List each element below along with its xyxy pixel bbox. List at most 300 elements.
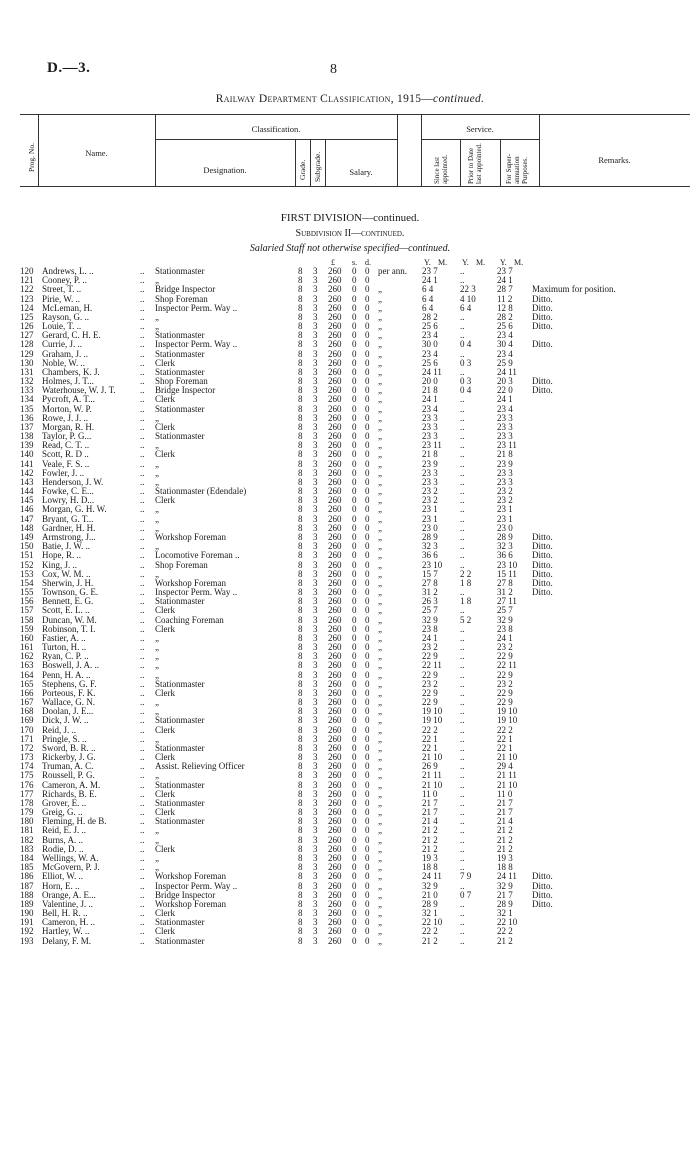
- cell-designation: „: [155, 321, 159, 332]
- table-row: [0, 322, 700, 331]
- rule-service: [421, 139, 539, 140]
- cell-since-last: 21 2: [422, 834, 438, 845]
- cell-salary-pence: 0: [365, 568, 370, 579]
- cell-salary-pounds: 260: [328, 568, 342, 579]
- cell-prior-to: ..: [460, 660, 465, 671]
- table-row: [0, 570, 700, 579]
- cell-grade: 8: [298, 266, 303, 276]
- unit-y1: Y.: [424, 258, 431, 267]
- cell-salary-pounds: 260: [328, 660, 342, 671]
- cell-salary-shillings: 0: [352, 917, 357, 928]
- cell-salary-pounds: 260: [328, 898, 342, 909]
- cell-salary-period: „: [378, 935, 382, 946]
- cell-since-last: 25 6: [422, 357, 438, 368]
- cell-salary-pence: 0: [365, 797, 370, 808]
- cell-grade: 8: [298, 339, 303, 350]
- cell-prior-to: 5 2: [460, 614, 472, 625]
- cell-prior-to: ..: [460, 348, 465, 359]
- section-division: FIRST DIVISION—continued.: [280, 212, 420, 224]
- cell-designation: Stationmaster: [155, 403, 205, 414]
- cell-designation: Clerk: [155, 449, 175, 460]
- cell-salary-pence: 0: [365, 889, 370, 900]
- cell-for-super: 22 11: [497, 660, 517, 671]
- cell-for-super: 23 4: [497, 348, 513, 359]
- cell-for-super: 23 1: [497, 504, 513, 515]
- cell-prior-to: ..: [460, 495, 465, 506]
- cell-name: McLeman, H.: [42, 302, 93, 313]
- cell-grade: 8: [298, 697, 303, 708]
- cell-salary-shillings: 0: [352, 449, 357, 460]
- cell-since-last: 27 8: [422, 577, 438, 588]
- cell-designation: „: [155, 733, 159, 744]
- cell-leader: ..: [140, 651, 145, 662]
- cell-leader: ..: [140, 376, 145, 387]
- cell-salary-pence: 0: [365, 871, 370, 882]
- cell-leader: ..: [140, 825, 145, 836]
- cell-leader: ..: [140, 550, 145, 561]
- cell-prior-to: ..: [460, 715, 465, 726]
- cell-designation: „: [155, 513, 159, 524]
- cell-subgrade: 3: [313, 770, 318, 781]
- cell-subgrade: 3: [313, 724, 318, 735]
- cell-designation: „: [155, 440, 159, 451]
- cell-designation: Clerk: [155, 495, 175, 506]
- cell-grade: 8: [298, 330, 303, 341]
- cell-designation: Shop Foreman: [155, 559, 208, 570]
- cell-salary-pence: 0: [365, 788, 370, 799]
- cell-grade: 8: [298, 476, 303, 487]
- cell-salary-shillings: 0: [352, 376, 357, 387]
- cell-prog-no: 171: [20, 733, 34, 744]
- cell-since-last: 22 2: [422, 724, 438, 735]
- cell-since-last: 30 0: [422, 339, 438, 350]
- cell-salary-pence: 0: [365, 642, 370, 653]
- cell-salary-pounds: 260: [328, 476, 342, 487]
- cell-name: Rickerby, J. G.: [42, 752, 96, 763]
- cell-subgrade: 3: [313, 898, 318, 909]
- cell-leader: ..: [140, 311, 145, 322]
- cell-remarks: Ditto.: [532, 531, 553, 542]
- cell-salary-shillings: 0: [352, 669, 357, 680]
- cell-prior-to: ..: [460, 321, 465, 332]
- cell-prog-no: 156: [20, 596, 34, 607]
- cell-name: Richards, B. E.: [42, 788, 97, 799]
- cell-salary-pence: 0: [365, 550, 370, 561]
- cell-name: Noble, W. ..: [42, 357, 86, 368]
- cell-for-super: 30 4: [497, 339, 513, 350]
- cell-salary-pence: 0: [365, 697, 370, 708]
- cell-since-last: 23 4: [422, 348, 438, 359]
- cell-since-last: 19 10: [422, 706, 443, 717]
- cell-subgrade: 3: [313, 284, 318, 295]
- table-row: [0, 716, 700, 725]
- cell-name: Currie, J. ..: [42, 339, 82, 350]
- cell-since-last: 24 1: [422, 275, 438, 286]
- cell-designation: „: [155, 697, 159, 708]
- cell-for-super: 25 9: [497, 357, 513, 368]
- cell-leader: ..: [140, 321, 145, 332]
- cell-for-super: 28 2: [497, 311, 513, 322]
- cell-name: Fastier, A. ..: [42, 632, 86, 643]
- cell-designation: „: [155, 770, 159, 781]
- cell-name: Stephens, G. F.: [42, 678, 97, 689]
- table-row: [0, 561, 700, 570]
- cell-name: Armstrong, J...: [42, 531, 96, 542]
- cell-designation: „: [155, 412, 159, 423]
- cell-name: Morgan, R. H.: [42, 421, 95, 432]
- cell-since-last: 22 11: [422, 660, 442, 671]
- cell-salary-pounds: 260: [328, 559, 342, 570]
- cell-for-super: 23 3: [497, 431, 513, 442]
- cell-for-super: 32 9: [497, 614, 513, 625]
- cell-subgrade: 3: [313, 412, 318, 423]
- cell-since-last: 23 2: [422, 495, 438, 506]
- cell-grade: 8: [298, 825, 303, 836]
- col-name: Name.: [85, 148, 108, 158]
- cell-leader: ..: [140, 697, 145, 708]
- cell-salary-shillings: 0: [352, 559, 357, 570]
- cell-remarks: Ditto.: [532, 376, 553, 387]
- cell-name: Boswell, J. A. ..: [42, 660, 100, 671]
- cell-salary-period: „: [378, 587, 382, 598]
- cell-leader: ..: [140, 926, 145, 937]
- cell-leader: ..: [140, 330, 145, 341]
- cell-prior-to: ..: [460, 476, 465, 487]
- rule-top: [20, 114, 690, 115]
- cell-name: Porteous, F. K.: [42, 687, 96, 698]
- cell-prog-no: 172: [20, 742, 34, 753]
- cell-leader: ..: [140, 421, 145, 432]
- table-row: [0, 350, 700, 359]
- cell-prior-to: ..: [460, 486, 465, 497]
- cell-prog-no: 129: [20, 348, 34, 359]
- cell-prog-no: 131: [20, 366, 34, 377]
- cell-salary-pounds: 260: [328, 797, 342, 808]
- cell-salary-period: „: [378, 871, 382, 882]
- cell-salary-pence: 0: [365, 862, 370, 873]
- cell-salary-shillings: 0: [352, 495, 357, 506]
- cell-subgrade: 3: [313, 908, 318, 919]
- table-row: [0, 900, 700, 909]
- cell-prior-to: 22 3: [460, 284, 476, 295]
- cell-designation: Locomotive Foreman ..: [155, 550, 240, 561]
- cell-grade: 8: [298, 715, 303, 726]
- cell-salary-period: „: [378, 421, 382, 432]
- cell-prior-to: ..: [460, 880, 465, 891]
- cell-designation: Bridge Inspector: [155, 385, 216, 396]
- cell-subgrade: 3: [313, 394, 318, 405]
- cell-salary-shillings: 0: [352, 504, 357, 515]
- cell-designation: Clerk: [155, 687, 175, 698]
- cell-grade: 8: [298, 550, 303, 561]
- cell-salary-pence: 0: [365, 302, 370, 313]
- cell-since-last: 24 11: [422, 871, 442, 882]
- cell-name: King, J. ..: [42, 559, 78, 570]
- cell-designation: „: [155, 834, 159, 845]
- cell-for-super: 32 3: [497, 541, 513, 552]
- cell-salary-pounds: 260: [328, 440, 342, 451]
- cell-leader: ..: [140, 531, 145, 542]
- cell-name: Cox, W. M. ..: [42, 568, 91, 579]
- col-prog-no: Prog. No.: [27, 143, 36, 172]
- cell-for-super: 31 2: [497, 587, 513, 598]
- cell-name: Bennett, E. G.: [42, 596, 94, 607]
- cell-salary-period: „: [378, 797, 382, 808]
- cell-name: Andrews, L. ..: [42, 266, 94, 276]
- cell-since-last: 22 9: [422, 687, 438, 698]
- cell-salary-pence: 0: [365, 385, 370, 396]
- cell-name: Horn, E. ..: [42, 880, 80, 891]
- cell-since-last: 23 8: [422, 623, 438, 634]
- cell-leader: ..: [140, 853, 145, 863]
- cell-since-last: 23 10: [422, 559, 443, 570]
- table-row: [0, 551, 700, 560]
- cell-prior-to: ..: [460, 761, 465, 772]
- cell-leader: ..: [140, 587, 145, 598]
- table-row: [0, 487, 700, 496]
- cell-salary-pence: 0: [365, 366, 370, 377]
- cell-salary-pence: 0: [365, 321, 370, 332]
- cell-subgrade: 3: [313, 504, 318, 515]
- cell-designation: Stationmaster: [155, 596, 205, 607]
- cell-prior-to: ..: [460, 366, 465, 377]
- cell-salary-pounds: 260: [328, 577, 342, 588]
- cell-since-last: 22 10: [422, 917, 443, 928]
- cell-prog-no: 188: [20, 889, 34, 900]
- cell-salary-shillings: 0: [352, 862, 357, 873]
- page-number: 8: [330, 62, 337, 77]
- vrule-6: [397, 114, 398, 186]
- cell-salary-shillings: 0: [352, 843, 357, 854]
- cell-leader: ..: [140, 843, 145, 854]
- cell-salary-pence: 0: [365, 926, 370, 937]
- cell-name: Robinson, T. I.: [42, 623, 96, 634]
- cell-prog-no: 146: [20, 504, 34, 515]
- table-row: [0, 386, 700, 395]
- cell-salary-pounds: 260: [328, 770, 342, 781]
- cell-leader: ..: [140, 522, 145, 533]
- cell-grade: 8: [298, 531, 303, 542]
- cell-salary-pence: 0: [365, 687, 370, 698]
- cell-salary-period: „: [378, 495, 382, 506]
- cell-salary-shillings: 0: [352, 476, 357, 487]
- cell-salary-period: „: [378, 522, 382, 533]
- cell-grade: 8: [298, 403, 303, 414]
- col-subgrade: Subgrade.: [313, 151, 322, 182]
- cell-designation: Stationmaster: [155, 816, 205, 827]
- cell-salary-period: „: [378, 623, 382, 634]
- cell-name: McGovern, P. J.: [42, 862, 100, 873]
- cell-subgrade: 3: [313, 302, 318, 313]
- cell-salary-pounds: 260: [328, 596, 342, 607]
- cell-salary-pence: 0: [365, 504, 370, 515]
- cell-name: Cameron, H. ..: [42, 917, 95, 928]
- col-classification: Classification.: [251, 124, 301, 134]
- cell-subgrade: 3: [313, 651, 318, 662]
- cell-for-super: 21 7: [497, 889, 513, 900]
- cell-name: Hartley, W. ..: [42, 926, 90, 937]
- cell-salary-shillings: 0: [352, 678, 357, 689]
- cell-since-last: 23 2: [422, 678, 438, 689]
- cell-prog-no: 153: [20, 568, 34, 579]
- cell-salary-pence: 0: [365, 403, 370, 414]
- cell-grade: 8: [298, 348, 303, 359]
- cell-salary-shillings: 0: [352, 513, 357, 524]
- cell-name: Cooney, P. ..: [42, 275, 87, 286]
- cell-since-last: 28 9: [422, 531, 438, 542]
- cell-grade: 8: [298, 632, 303, 643]
- vrule-3: [295, 139, 296, 186]
- cell-leader: ..: [140, 596, 145, 607]
- table-row: [0, 606, 700, 615]
- table-row: [0, 588, 700, 597]
- cell-subgrade: 3: [313, 568, 318, 579]
- cell-subgrade: 3: [313, 843, 318, 854]
- cell-grade: 8: [298, 742, 303, 753]
- cell-leader: ..: [140, 476, 145, 487]
- cell-for-super: 24 11: [497, 366, 517, 377]
- cell-leader: ..: [140, 266, 145, 276]
- cell-leader: ..: [140, 715, 145, 726]
- table-row: [0, 441, 700, 450]
- cell-salary-shillings: 0: [352, 797, 357, 808]
- cell-salary-pence: 0: [365, 293, 370, 304]
- cell-for-super: 23 3: [497, 421, 513, 432]
- cell-salary-period: „: [378, 559, 382, 570]
- cell-designation: „: [155, 467, 159, 478]
- cell-designation: Clerk: [155, 623, 175, 634]
- cell-leader: ..: [140, 742, 145, 753]
- cell-leader: ..: [140, 495, 145, 506]
- cell-salary-pence: 0: [365, 577, 370, 588]
- cell-grade: 8: [298, 293, 303, 304]
- cell-salary-shillings: 0: [352, 330, 357, 341]
- cell-salary-pence: 0: [365, 449, 370, 460]
- cell-prior-to: ..: [460, 797, 465, 808]
- cell-name: Holmes, J. T...: [42, 376, 94, 387]
- cell-prior-to: ..: [460, 651, 465, 662]
- cell-salary-shillings: 0: [352, 357, 357, 368]
- cell-salary-period: „: [378, 724, 382, 735]
- cell-salary-pence: 0: [365, 559, 370, 570]
- cell-for-super: 27 8: [497, 577, 513, 588]
- cell-salary-shillings: 0: [352, 394, 357, 405]
- cell-salary-shillings: 0: [352, 632, 357, 643]
- cell-since-last: 23 4: [422, 403, 438, 414]
- cell-salary-period: „: [378, 761, 382, 772]
- cell-for-super: 23 3: [497, 476, 513, 487]
- cell-prior-to: 7 9: [460, 871, 472, 882]
- cell-salary-shillings: 0: [352, 577, 357, 588]
- cell-designation: Workshop Foreman: [155, 577, 227, 588]
- cell-subgrade: 3: [313, 357, 318, 368]
- cell-salary-period: „: [378, 504, 382, 515]
- cell-prog-no: 184: [20, 853, 34, 863]
- cell-salary-shillings: 0: [352, 642, 357, 653]
- cell-name: Gerard, C. H. E.: [42, 330, 101, 341]
- table-row: [0, 368, 700, 377]
- cell-grade: 8: [298, 678, 303, 689]
- cell-since-last: 21 11: [422, 770, 442, 781]
- cell-prog-no: 132: [20, 376, 34, 387]
- cell-for-super: 21 11: [497, 770, 517, 781]
- cell-designation: Stationmaster: [155, 779, 205, 790]
- cell-for-super: 21 2: [497, 843, 513, 854]
- cell-designation: „: [155, 706, 159, 717]
- cell-salary-shillings: 0: [352, 752, 357, 763]
- cell-prior-to: ..: [460, 843, 465, 854]
- cell-salary-shillings: 0: [352, 807, 357, 818]
- cell-prog-no: 179: [20, 807, 34, 818]
- cell-prog-no: 121: [20, 275, 34, 286]
- table-row: [0, 652, 700, 661]
- cell-subgrade: 3: [313, 752, 318, 763]
- cell-salary-shillings: 0: [352, 889, 357, 900]
- cell-salary-pounds: 260: [328, 697, 342, 708]
- cell-name: Fowler, J. ..: [42, 467, 85, 478]
- cell-salary-period: „: [378, 669, 382, 680]
- cell-salary-period: „: [378, 605, 382, 616]
- cell-salary-pence: 0: [365, 880, 370, 891]
- cell-salary-shillings: 0: [352, 266, 357, 276]
- cell-subgrade: 3: [313, 605, 318, 616]
- cell-for-super: 23 3: [497, 412, 513, 423]
- cell-salary-pence: 0: [365, 311, 370, 322]
- cell-prog-no: 166: [20, 687, 34, 698]
- cell-remarks: Ditto.: [532, 550, 553, 561]
- cell-for-super: 12 8: [497, 302, 513, 313]
- cell-salary-pence: 0: [365, 431, 370, 442]
- cell-salary-period: „: [378, 348, 382, 359]
- cell-salary-shillings: 0: [352, 531, 357, 542]
- cell-designation: Stationmaster: [155, 935, 205, 946]
- cell-prior-to: ..: [460, 687, 465, 698]
- cell-since-last: 21 2: [422, 843, 438, 854]
- cell-subgrade: 3: [313, 431, 318, 442]
- cell-since-last: 32 3: [422, 541, 438, 552]
- cell-for-super: 24 1: [497, 632, 513, 643]
- cell-for-super: 32 1: [497, 908, 513, 919]
- cell-prior-to: 1 8: [460, 577, 472, 588]
- cell-since-last: 21 8: [422, 385, 438, 396]
- cell-name: Morton, W. P.: [42, 403, 92, 414]
- cell-prog-no: 155: [20, 587, 34, 598]
- cell-designation: „: [155, 522, 159, 533]
- table-row: [0, 937, 700, 946]
- cell-salary-shillings: 0: [352, 321, 357, 332]
- cell-salary-pounds: 260: [328, 339, 342, 350]
- cell-grade: 8: [298, 440, 303, 451]
- table-row: [0, 542, 700, 551]
- table-row: [0, 405, 700, 414]
- cell-salary-shillings: 0: [352, 302, 357, 313]
- cell-designation: Shop Foreman: [155, 293, 208, 304]
- cell-prog-no: 134: [20, 394, 34, 405]
- cell-salary-pence: 0: [365, 531, 370, 542]
- cell-salary-shillings: 0: [352, 587, 357, 598]
- cell-salary-pounds: 260: [328, 550, 342, 561]
- vrule-5: [325, 139, 326, 186]
- cell-for-super: 11 0: [497, 788, 513, 799]
- cell-salary-pence: 0: [365, 908, 370, 919]
- cell-name: Penn, H. A. ..: [42, 669, 91, 680]
- cell-name: Townson, G. E.: [42, 587, 99, 598]
- cell-grade: 8: [298, 522, 303, 533]
- cell-since-last: 24 11: [422, 366, 442, 377]
- cell-salary-pence: 0: [365, 614, 370, 625]
- cell-name: Doolan, J. E...: [42, 706, 94, 717]
- cell-prior-to: 2 2: [460, 568, 472, 579]
